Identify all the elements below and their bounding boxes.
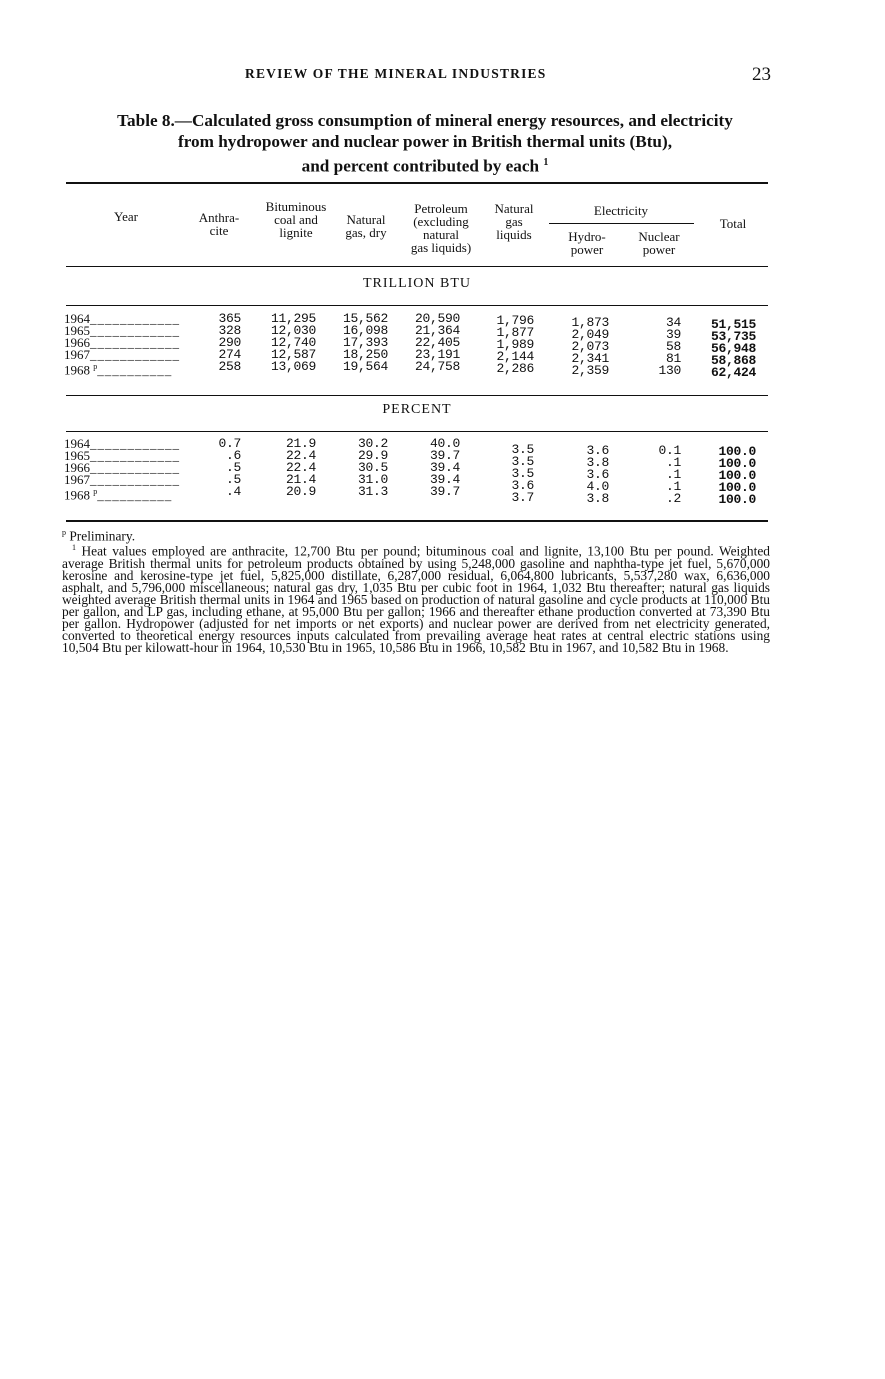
row-year: 1967____________ (64, 347, 180, 362)
cell-total: 100.0 (718, 456, 756, 471)
col-header-nuclear: Nuclear power (638, 229, 680, 257)
cell-total: 100.0 (718, 480, 756, 495)
page-header (0, 64, 885, 88)
cell-petroleum: 23,191 (414, 347, 460, 362)
cell-hydro: 2,049 (571, 327, 609, 342)
preliminary-mark: p (93, 362, 98, 371)
cell-petroleum: 39.4 (429, 472, 460, 487)
caption-line-1: Table 8.—Calculated gross consumption of mineral energy resources, and electricity (117, 111, 733, 130)
cell-natural-gas: 31.3 (357, 484, 388, 499)
cell-hydro: 4.0 (586, 479, 609, 494)
cell-nuclear: .2 (665, 491, 681, 506)
table-row (0, 359, 885, 380)
cell-natural-gas: 30.5 (357, 460, 388, 475)
cell-hydro: 3.6 (586, 467, 609, 482)
cell-anthracite: 258 (218, 359, 241, 374)
cell-petroleum: 21,364 (414, 323, 460, 338)
cell-anthracite: 365 (218, 311, 241, 326)
cell-total: 100.0 (718, 444, 756, 459)
cell-natural-gas: 30.2 (357, 436, 388, 451)
cell-nuclear: 39 (665, 327, 681, 342)
cell-natural-gas: 29.9 (357, 448, 388, 463)
cell-ngl: 3.6 (511, 478, 534, 493)
cell-hydro: 2,073 (571, 339, 609, 354)
cell-anthracite: .5 (225, 460, 241, 475)
cell-bituminous: 21.4 (285, 472, 316, 487)
cell-bituminous: 20.9 (285, 484, 316, 499)
cell-ngl: 2,286 (496, 361, 534, 376)
cell-bituminous: 22.4 (285, 448, 316, 463)
caption-footnote-mark: 1 (543, 157, 549, 168)
cell-anthracite: 0.7 (218, 436, 241, 451)
col-header-year: Year (114, 209, 138, 224)
cell-bituminous: 22.4 (285, 460, 316, 475)
row-year: 1965____________ (64, 323, 180, 338)
footnote-heat-values: $^1$ Heat values employed are anthracite, 12,700 Btu per pound; bituminous coal and lignite, 13,100 Btu per pound. Weighted average British thermal units for petroleum products obtained by using 5,248,000 gasoline and naphtha-type jet fuel, 5,670,000 kerosine and kerosine-type jet fuel, 5,825,000 distillate, 6,287,000 residual, 6,064,800 lubricants, 5,537,280 wax, 6,636,000 asphalt, and 5,796,000 miscellaneous; natural gas dry, 1,035 Btu per cubic foot in 1964, 1,032 Btu thereafter; natural gas liquids weighted average British thermal units in 1964 and 1965 based on production of natural gasoline and cycle products at 110,000 Btu per gallon, and LP gas, including ethane, at 95,000 Btu per gallon; 1966 and thereafter ethane production converted at 73,390 Btu per gallon. Hydropower (adjusted for net imports or net exports) and nuclear power are derived from net electricity generated, converted to theoretical energy resources inputs calculated from prevailing average heat rates at central electric stations using 10,504 Btu per kilowatt-hour in 1964, 10,530 Btu in 1965, 10,586 Btu in 1966, 10,582 Btu in 1967, and 10,582 Btu in 1968. (62, 543, 770, 655)
cell-petroleum: 24,758 (414, 359, 460, 374)
cell-petroleum: 40.0 (429, 436, 460, 451)
preliminary-mark: p (93, 487, 98, 496)
col-header-ngl: Natural gas liquids (494, 201, 534, 242)
cell-ngl: 3.5 (511, 454, 534, 469)
table-row (0, 484, 885, 507)
leader-dots: ____________ (90, 472, 180, 487)
row-year: 1964____________ (64, 436, 180, 451)
caption-line-2: from hydropower and nuclear power in British thermal units (Btu), (177, 132, 672, 151)
row-year: 1968 $^p$__________ (64, 362, 173, 378)
cell-nuclear: 130 (658, 363, 681, 378)
header-bottom-rule (66, 266, 768, 267)
cell-total: 100.0 (718, 492, 756, 507)
cell-total: 56,948 (710, 341, 756, 356)
leader-dots: ____________ (90, 323, 180, 338)
row-year: 1966____________ (64, 335, 180, 350)
cell-ngl: 2,144 (496, 349, 534, 364)
cell-nuclear: 81 (665, 351, 681, 366)
footnote-preliminary: $^p$ Preliminary. (62, 528, 136, 544)
leader-dots: ____________ (90, 448, 180, 463)
footnote-1-mark: 1 (72, 543, 76, 553)
cell-petroleum: 20,590 (414, 311, 460, 326)
cell-total: 58,868 (710, 353, 756, 368)
cell-anthracite: 328 (218, 323, 241, 338)
cell-ngl: 3.5 (511, 442, 534, 457)
cell-hydro: 2,341 (571, 351, 609, 366)
cell-natural-gas: 31.0 (357, 472, 388, 487)
section-rule-trillion (66, 305, 768, 306)
cell-anthracite: .6 (225, 448, 241, 463)
col-header-bituminous: Bituminous coal and lignite (265, 199, 327, 240)
cell-anthracite: .5 (225, 472, 241, 487)
cell-bituminous: 12,587 (270, 347, 316, 362)
cell-hydro: 3.6 (586, 443, 609, 458)
col-header-hydro: Hydro- power (568, 229, 606, 257)
row-year: 1964____________ (64, 311, 180, 326)
cell-ngl: 1,877 (496, 325, 534, 340)
running-title: REVIEW OF THE MINERAL INDUSTRIES (245, 66, 547, 81)
cell-total: 100.0 (718, 468, 756, 483)
row-year: 1967____________ (64, 472, 180, 487)
cell-bituminous: 12,030 (270, 323, 316, 338)
cell-nuclear: 0.1 (658, 443, 681, 458)
cell-nuclear: .1 (665, 479, 681, 494)
col-header-anthracite: Anthra- cite (198, 210, 240, 238)
cell-natural-gas: 15,562 (342, 311, 388, 326)
cell-petroleum: 39.7 (429, 484, 460, 499)
row-year: 1968 $^p$__________ (64, 487, 173, 503)
cell-bituminous: 13,069 (270, 359, 316, 374)
cell-natural-gas: 19,564 (342, 359, 388, 374)
cell-anthracite: 290 (218, 335, 241, 350)
cell-nuclear: 58 (665, 339, 681, 354)
col-header-petroleum: Petroleum (excluding natural gas liquids) (410, 201, 472, 255)
leader-dots: ____________ (90, 347, 180, 362)
cell-bituminous: 21.9 (285, 436, 316, 451)
cell-ngl: 3.7 (511, 490, 534, 505)
cell-total: 62,424 (710, 365, 756, 380)
cell-bituminous: 12,740 (270, 335, 316, 350)
cell-natural-gas: 17,393 (342, 335, 388, 350)
page-number: 23 (752, 64, 771, 85)
cell-natural-gas: 16,098 (342, 323, 388, 338)
cell-nuclear: .1 (665, 455, 681, 470)
section-rule-percent-top (66, 395, 768, 396)
electricity-header-rule (549, 223, 694, 224)
table-caption (80, 110, 770, 177)
section-rule-percent (66, 431, 768, 432)
leader-dots: ____________ (90, 335, 180, 350)
leader-dots: ____________ (90, 436, 180, 451)
col-header-natural-gas: Natural gas, dry (345, 212, 387, 240)
cell-ngl: 1,796 (496, 313, 534, 328)
cell-nuclear: .1 (665, 467, 681, 482)
col-header-total: Total (719, 216, 747, 231)
cell-petroleum: 39.4 (429, 460, 460, 475)
cell-total: 51,515 (710, 317, 756, 332)
caption-line-3: and percent contributed by each $^1$ (301, 156, 549, 176)
cell-hydro: 3.8 (586, 455, 609, 470)
cell-anthracite: 274 (218, 347, 241, 362)
cell-total: 53,735 (710, 329, 756, 344)
table-bottom-rule (66, 520, 768, 522)
row-year: 1966____________ (64, 460, 180, 475)
section-label-trillion: TRILLION BTU (362, 276, 472, 291)
leader-dots: __________ (97, 487, 173, 503)
cell-nuclear: 34 (665, 315, 681, 330)
row-year: 1965____________ (64, 448, 180, 463)
section-label-percent: PERCENT (382, 402, 452, 417)
col-header-electricity: Electricity (593, 203, 649, 218)
footnote-p-mark: p (62, 528, 66, 537)
cell-anthracite: .4 (225, 484, 241, 499)
cell-hydro: 3.8 (586, 491, 609, 506)
cell-bituminous: 11,295 (270, 311, 316, 326)
cell-petroleum: 39.7 (429, 448, 460, 463)
table-top-rule (66, 182, 768, 184)
cell-hydro: 2,359 (571, 363, 609, 378)
leader-dots: ____________ (90, 311, 180, 326)
cell-ngl: 1,989 (496, 337, 534, 352)
cell-petroleum: 22,405 (414, 335, 460, 350)
footnotes (62, 527, 770, 654)
cell-ngl: 3.5 (511, 466, 534, 481)
cell-natural-gas: 18,250 (342, 347, 388, 362)
cell-hydro: 1,873 (571, 315, 609, 330)
leader-dots: __________ (97, 362, 173, 378)
leader-dots: ____________ (90, 460, 180, 475)
